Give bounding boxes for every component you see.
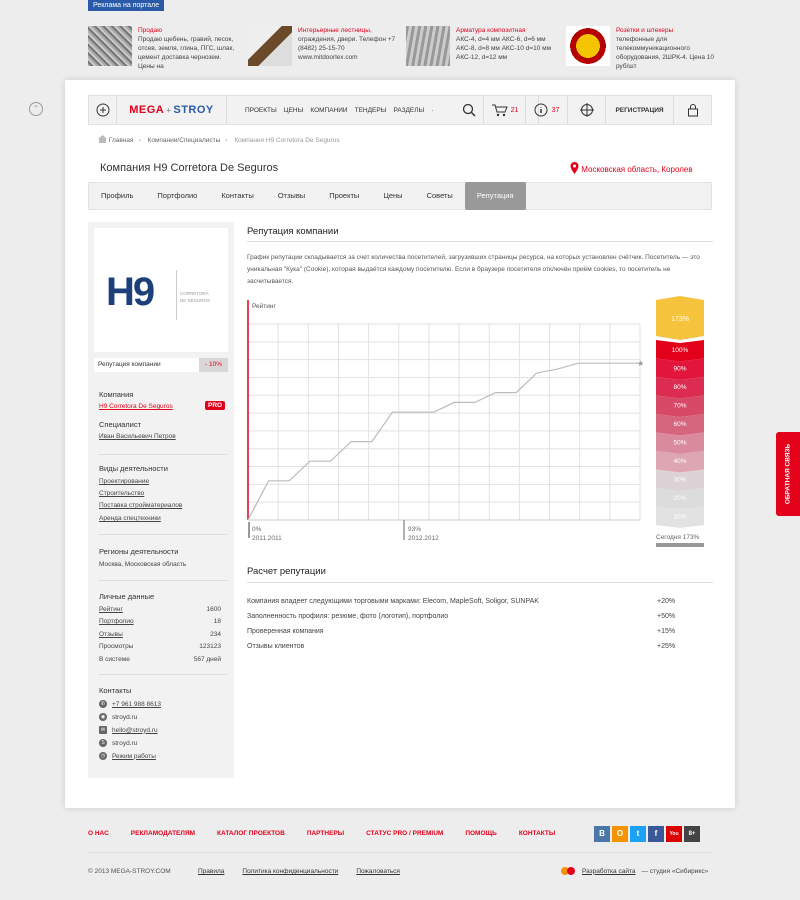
scale-label: 80% [673,384,687,391]
cart-button[interactable] [484,96,526,124]
skype-icon: S [99,739,107,747]
reputation-chart-svg [246,294,708,554]
company-link[interactable]: H9 Corretora De Seguros [99,403,173,410]
calc-value: +50% [657,613,676,620]
calc-table [247,594,697,654]
stat-value: 567 дней [193,656,221,663]
info-count: 37 [551,106,560,114]
y-axis-label: Рейтинг [252,303,276,310]
calc-value: +25% [657,643,676,650]
tab-contacts[interactable]: Контакты [221,191,254,200]
contacts-heading: Контакты [99,686,132,695]
feedback-label: ОБРАТНАЯ СВЯЗЬ [784,443,792,505]
reputation-label: Репутация компании [98,361,161,368]
tab-reputation[interactable]: Репутация [465,182,526,210]
crumb-home[interactable]: Главная [108,137,134,144]
activity-link[interactable]: Аренда спецтехники [99,515,161,522]
ad-title: Розетки и штекеры [616,27,674,34]
home-icon[interactable] [98,135,107,143]
logo-subtext: CORRETORA DE SEGUROS [180,291,211,303]
tab-profile[interactable]: Профиль [101,191,134,200]
stat-value: 234 [210,631,221,638]
privacy-link[interactable]: Политика конфиденциальности [242,868,339,875]
rules-link[interactable]: Правила [198,868,225,875]
developer-credit [560,866,708,876]
stat-value: 18 [213,618,221,625]
start-value-label: 0% [252,526,262,533]
regions-text: Москва, Московская область [99,561,187,568]
ad-text: телефонные для телекоммуникационного оборудования, 2ШРК-4. Цена 10 руб/шт [616,36,715,70]
ad-title: Продаю [138,27,163,34]
info-icon [534,103,548,117]
ad-item[interactable] [406,26,556,66]
contact-site[interactable]: ◉ stroyd.ru [100,713,138,721]
info-button[interactable] [526,96,568,124]
calc-text: Проверенная компания [247,628,324,635]
calc-row [247,594,697,609]
footer-link[interactable]: КОНТАКТЫ [518,830,556,837]
reputation-summary [94,358,228,372]
logo-h9: H9 [106,270,154,314]
reputation-badge: - 10% [199,358,228,372]
reputation-description: График репутации складывается за счет количества посетителей, загрузивших страницы ресурса, на которых установлен счётчик. Посетитель — это уникальная "Кука" (Cookie), которая выдаётся каждому посетителю. Если в браузере посетителя отключён приём cookies, то посетитель не засчитывается. [247,254,700,285]
scale-label: 100% [671,347,689,354]
stat-row [99,618,221,625]
register-button[interactable]: РЕГИСТРАЦИЯ [606,96,674,124]
tab-prices[interactable]: Цены [383,191,403,200]
clock-icon: ◷ [100,753,106,759]
regions-heading: Регионы деятельности [99,547,179,556]
crosshair-icon [580,103,594,117]
menu-more[interactable]: · [431,106,434,114]
cart-icon [491,103,507,117]
pro-badge: PRO [205,401,225,410]
footer-link[interactable]: СТАТУС PRO / PREMIUM [366,830,444,837]
lock-icon [687,103,699,117]
logo-main: MEGA [129,104,165,116]
calc-text: Компания владеет следующими торговыми марками: Elecom, MapleSoft, Soligor, SUNPAK [247,598,539,605]
developer-link[interactable]: Разработка сайта [582,867,636,875]
activity-link[interactable]: Поставка стройматериалов [99,502,183,509]
footer-link[interactable]: КАТАЛОГ ПРОЕКТОВ [217,830,285,837]
ad-thumb-rebar [406,26,450,66]
personal-heading: Личные данные [99,592,155,601]
company-logo [94,228,228,352]
today-label: Сегодня 173% [656,534,700,541]
footer-link[interactable]: ПОМОЩЬ [465,830,497,837]
scroll-up-icon[interactable]: ⌃ [29,102,43,116]
feedback-tab[interactable] [776,432,800,516]
scale-label: 50% [673,439,687,447]
tab-projects[interactable]: Проекты [329,191,360,200]
ad-text: Продаю щебень, гравий, песок, отсев, земля, глина, ПГС, шлак, цемент доставка чернозем. Цены на [138,36,235,70]
calc-value: +15% [657,628,676,635]
map-pin-icon [570,162,579,174]
logo-sub: STROY [173,104,214,116]
ad-text: ограждения, двери. Телефон +7 (8482) 25-15-70 www.mitdoorlex.com [298,36,396,61]
odnoklassniki-icon[interactable]: О [612,826,628,842]
ad-title: Интерьерные лестницы, [298,27,372,34]
contact-email[interactable]: ✉ hello@stroyd.ru [100,726,158,734]
ad-thumb-stairs [248,26,292,66]
stat-row [99,606,221,613]
plus-icon [96,103,110,117]
activity-link[interactable]: Проектирование [99,478,150,485]
search-icon [462,103,476,117]
ad-thumb-logo [566,26,610,66]
ad-item[interactable] [248,26,398,66]
reputation-chart [246,294,708,554]
scale-top-label: 173% [671,316,689,323]
ads-label[interactable]: Реклама на портале [88,0,164,11]
cart-count: 21 [510,106,519,114]
copyright: © 2013 MEGA-STROY.COM [88,868,171,875]
menu-projects[interactable]: ПРОЕКТЫ [245,106,277,114]
profile-tabs [88,182,712,210]
login-button[interactable] [674,96,712,124]
tab-tips[interactable]: Советы [426,191,453,200]
add-button[interactable] [89,96,117,124]
phone-icon: ✆ [100,701,106,707]
specialist-heading: Специалист [99,420,142,429]
page-title: Компания H9 Corretora De Seguros [100,162,279,174]
company-sidebar [88,222,234,778]
menu-sections[interactable]: РАЗДЕЛЫ [393,106,425,114]
stat-value: 123123 [199,643,221,650]
today-bar [656,543,704,547]
contact-hours[interactable]: ◷ Режим работы [100,752,156,760]
vk-icon[interactable]: В [594,826,610,842]
scale-label: 70% [673,402,687,410]
stat-row [99,631,221,638]
breadcrumb: Главная › Компании/Специалисты › Компания H9 Corretora De Seguros [98,135,340,144]
stat-value: 1600 [206,606,221,613]
calc-row [247,609,697,624]
menu-prices[interactable]: ЦЕНЫ [283,106,304,114]
calc-text: Отзывы клиентов [247,643,305,650]
target-button[interactable] [568,96,606,124]
tab-reviews[interactable]: Отзывы [277,191,306,200]
developer-studio: — студия «Сибирикс» [641,867,709,875]
reputation-title: Репутация компании [247,226,339,237]
complain-link[interactable]: Пожаловаться [356,868,400,875]
footer-legal [198,868,400,875]
stat-key: Просмотры [99,643,134,650]
top-nav [88,95,712,125]
contact-skype[interactable]: S stroyd.ru [99,739,137,747]
end-star: ★ [637,359,645,369]
calc-title: Расчет репутации [247,566,326,577]
twitter-icon[interactable]: t [630,826,646,842]
footer-link[interactable]: РЕКЛАМОДАТЕЛЯМ [130,830,196,837]
crumb-companies[interactable]: Компании/Специалисты [147,137,221,144]
stat-key[interactable]: Отзывы [99,631,123,638]
ad-item[interactable] [88,26,238,70]
footer-link[interactable]: О НАС [88,830,109,837]
activities-heading: Виды деятельности [99,464,168,473]
crumb-current: Компания H9 Corretora De Seguros [234,137,340,144]
social-links [594,826,700,842]
scale-label: 10% [673,513,687,521]
youtube-icon[interactable]: You [666,826,682,842]
globe-icon: ◉ [100,714,106,720]
footer-nav [88,830,555,837]
google-plus-icon[interactable]: 8+ [684,826,700,842]
ad-thumb-gravel [88,26,132,66]
scale-label: 90% [673,365,687,373]
menu-tenders[interactable]: ТЕНДЕРЫ [354,106,387,114]
tab-portfolio[interactable]: Портфолио [157,191,198,200]
specialist-link[interactable]: Иван Васильевич Петров [99,433,176,440]
stat-key[interactable]: Портфолио [99,618,134,625]
ad-text: АКС-4, d=4 мм АКС-6, d=6 мм АКС-8, d=8 мм АКС-10 d=10 мм АКС-12, d=12 мм [456,36,552,61]
contact-phone[interactable]: ✆ +7 961 988 8613 [100,700,161,708]
calc-value: +20% [657,598,676,605]
location-text: Московская область, Королев [581,165,693,174]
company-heading: Компания [99,390,134,399]
calc-row [247,639,697,654]
mid-value-label: 93% [408,526,422,533]
scale-label: 30% [673,476,687,484]
ad-item[interactable] [566,26,716,70]
stat-key: В системе [99,656,130,663]
facebook-icon[interactable]: f [648,826,664,842]
start-date-label: 2011.2011 [252,535,282,542]
stat-row [99,643,221,650]
scale-label: 40% [673,458,687,465]
scale-label: 60% [673,421,687,428]
location[interactable] [570,162,693,174]
footer-link[interactable]: ПАРТНЕРЫ [306,830,345,837]
search-button[interactable] [454,96,484,124]
calc-text: Заполненность профиля: резюме, фото (логотип), портфолио [247,613,449,620]
site-logo[interactable] [117,96,227,124]
reputation-line [248,363,640,520]
stat-row [99,656,221,663]
logo-sep: + [166,105,172,115]
stat-key[interactable]: Рейтинг [99,606,123,613]
studio-logo-icon [560,866,576,876]
mid-date-label: 2012.2012 [408,535,439,542]
ad-title: Арматура композитная [456,27,526,34]
start-marker [248,522,250,538]
activity-link[interactable]: Строительство [99,490,145,497]
menu-companies[interactable]: КОМПАНИИ [310,106,348,114]
scale-label: 20% [673,495,687,502]
calc-row [247,624,697,639]
mail-icon: ✉ [100,727,106,733]
